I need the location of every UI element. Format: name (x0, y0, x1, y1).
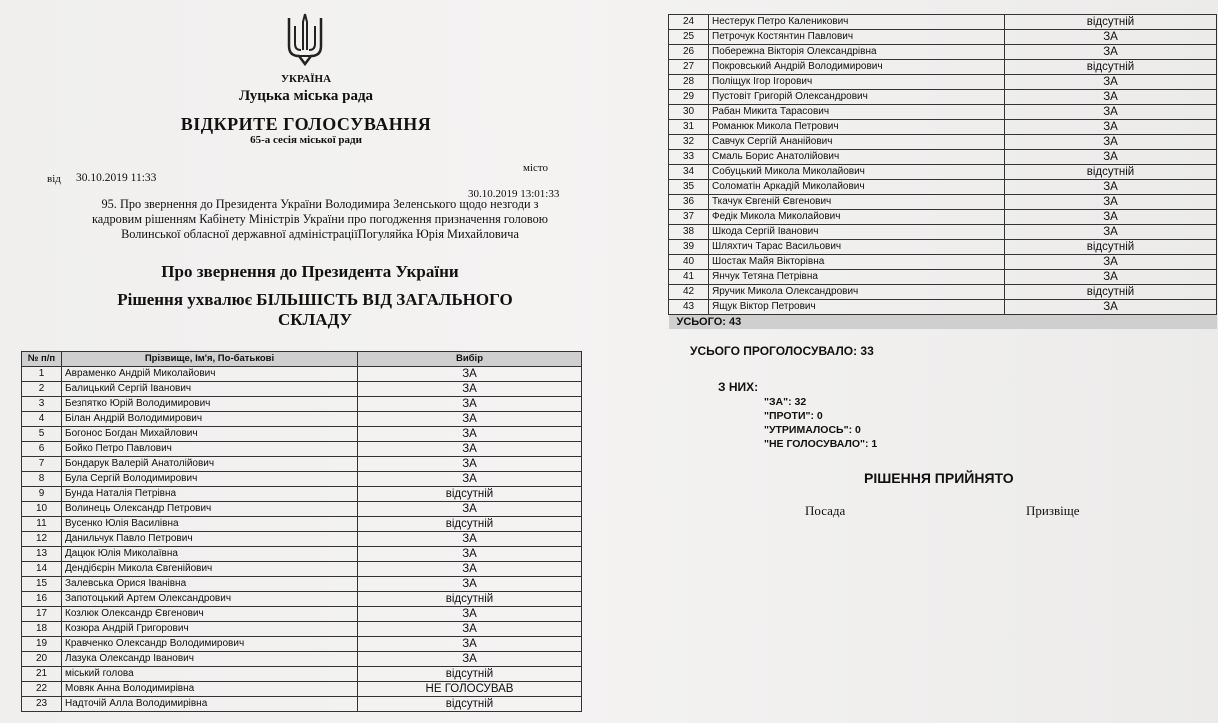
count-ne-golosuvalo: "НЕ ГОЛОСУВАЛО": 1 (764, 438, 878, 450)
table-row (22, 457, 582, 472)
table-row (669, 180, 1217, 195)
vote-choice: ЗА (358, 367, 582, 382)
vote-choice: ЗА (1005, 195, 1217, 210)
row-number: 41 (669, 270, 709, 285)
table-row (669, 30, 1217, 45)
deputy-name: Волинець Олександр Петрович (62, 502, 358, 517)
table-row (669, 165, 1217, 180)
of-them-label: З НИХ: (718, 380, 759, 394)
vote-choice: ЗА (358, 637, 582, 652)
vote-choice: ЗА (358, 427, 582, 442)
vote-choice: ЗА (358, 442, 582, 457)
table-row (22, 592, 582, 607)
table-row (669, 225, 1217, 240)
deputy-name: Кравченко Олександр Володимирович (62, 637, 358, 652)
row-number: 7 (22, 457, 62, 472)
deputy-name: Шостак Майя Вікторівна (709, 255, 1005, 270)
row-number: 10 (22, 502, 62, 517)
table-row (22, 367, 582, 382)
vote-choice: ЗА (358, 472, 582, 487)
vote-choice: ЗА (358, 547, 582, 562)
subject-title: Про звернення до Президента України (161, 262, 459, 281)
surname-label: Призвіще (1026, 503, 1080, 518)
vote-choice: ЗА (358, 382, 582, 397)
table-row (669, 135, 1217, 150)
row-number: 13 (22, 547, 62, 562)
vote-choice: ЗА (1005, 225, 1217, 240)
row-number: 35 (669, 180, 709, 195)
table-row (22, 502, 582, 517)
table-row (669, 75, 1217, 90)
deputy-name: Шкода Сергій Іванович (709, 225, 1005, 240)
session-label: 65-а сесія міської ради (250, 134, 362, 146)
deputy-name: Мовяк Анна Володимирівна (62, 682, 358, 697)
from-label: від (47, 173, 61, 185)
table-row (22, 442, 582, 457)
trident-emblem-icon (283, 12, 327, 68)
table-row (669, 255, 1217, 270)
deputy-name: Янчук Тетяна Петрівна (709, 270, 1005, 285)
country-label: УКРАЇНА (280, 73, 332, 85)
vote-choice: відсутній (1005, 240, 1217, 255)
deputy-name: Данильчук Павло Петрович (62, 532, 358, 547)
deputy-name: Петрочук Костянтин Павлович (709, 30, 1005, 45)
vote-choice: ЗА (1005, 75, 1217, 90)
council-name: Луцька міська рада (238, 88, 374, 104)
row-number: 31 (669, 120, 709, 135)
table-row (669, 90, 1217, 105)
table-row (669, 45, 1217, 60)
table-row (22, 517, 582, 532)
row-number: 3 (22, 397, 62, 412)
vote-choice: ЗА (1005, 150, 1217, 165)
row-number: 2 (22, 382, 62, 397)
deputy-name: Савчук Сергій Ананійович (709, 135, 1005, 150)
table-row (669, 210, 1217, 225)
vote-choice: ЗА (1005, 210, 1217, 225)
row-number: 28 (669, 75, 709, 90)
table-row (22, 427, 582, 442)
vote-choice: відсутній (1005, 285, 1217, 300)
table-row (22, 562, 582, 577)
row-number: 12 (22, 532, 62, 547)
deputy-name: Федік Микола Миколайович (709, 210, 1005, 225)
deputy-name: Лазука Олександр Іванович (62, 652, 358, 667)
deputy-name: Нестерук Петро Каленикович (709, 15, 1005, 30)
table-row (669, 240, 1217, 255)
table-row (22, 487, 582, 502)
vote-choice: ЗА (358, 577, 582, 592)
deputy-name: Покровський Андрій Володимирович (709, 60, 1005, 75)
total-voted: УСЬОГО ПРОГОЛОСУВАЛО: 33 (690, 344, 874, 358)
table-row (22, 637, 582, 652)
row-number: 37 (669, 210, 709, 225)
city-label: місто (523, 162, 549, 174)
deputy-name: Богонос Богдан Михайлович (62, 427, 358, 442)
deputy-name: Бунда Наталія Петрівна (62, 487, 358, 502)
row-number: 21 (22, 667, 62, 682)
deputy-name: Яручик Микола Олександрович (709, 285, 1005, 300)
table-row (669, 60, 1217, 75)
deputy-name: Побережна Вікторія Олександрівна (709, 45, 1005, 60)
vote-choice: ЗА (1005, 90, 1217, 105)
table-row (22, 667, 582, 682)
row-number: 8 (22, 472, 62, 487)
vote-choice: відсутній (358, 517, 582, 532)
question-text: 95. Про звернення до Президента України Володимира Зеленського щодо незгоди з кадровим рішенням Кабінету Міністрів України про погодження призначення головою Волинської обласної державної адміністраціїПогуляйка Юрія Михайловича (92, 197, 548, 241)
votes-table-left (21, 351, 582, 712)
vote-choice: ЗА (1005, 105, 1217, 120)
row-number: 20 (22, 652, 62, 667)
vote-choice: відсутній (1005, 15, 1217, 30)
deputy-name: Дацюк Юлія Миколаївна (62, 547, 358, 562)
vote-choice: відсутній (358, 487, 582, 502)
row-number: 17 (22, 607, 62, 622)
deputy-name: Смаль Борис Анатолійович (709, 150, 1005, 165)
table-row (22, 607, 582, 622)
row-number: 27 (669, 60, 709, 75)
table-row (22, 412, 582, 427)
row-number: 16 (22, 592, 62, 607)
vote-choice: ЗА (1005, 120, 1217, 135)
row-number: 40 (669, 255, 709, 270)
vote-choice: ЗА (358, 622, 582, 637)
table-row (669, 150, 1217, 165)
deputy-name: Була Сергій Володимирович (62, 472, 358, 487)
table-row (22, 652, 582, 667)
deputy-name: Безпятко Юрій Володимирович (62, 397, 358, 412)
table-row (669, 270, 1217, 285)
deputy-name: Авраменко Андрій Миколайович (62, 367, 358, 382)
table-row (22, 697, 582, 712)
table-row (669, 195, 1217, 210)
row-number: 33 (669, 150, 709, 165)
row-number: 24 (669, 15, 709, 30)
deputy-name: Залевська Орися Іванівна (62, 577, 358, 592)
table-row (22, 397, 582, 412)
count-utrymalos: "УТРИМАЛОСЬ": 0 (764, 424, 861, 436)
deputy-name: Романюк Микола Петрович (709, 120, 1005, 135)
vote-choice: ЗА (1005, 270, 1217, 285)
table-row (669, 105, 1217, 120)
row-number: 9 (22, 487, 62, 502)
row-number: 4 (22, 412, 62, 427)
vote-choice: ЗА (358, 412, 582, 427)
table-row (22, 622, 582, 637)
vote-choice: ЗА (1005, 30, 1217, 45)
vote-choice: відсутній (358, 697, 582, 712)
deputy-name: Козюра Андрій Григорович (62, 622, 358, 637)
vote-timestamp: 30.10.2019 13:01:33 (468, 188, 560, 200)
row-number: 38 (669, 225, 709, 240)
deputy-name: Соломатін Аркадій Миколайович (709, 180, 1005, 195)
vote-choice: ЗА (1005, 45, 1217, 60)
vote-choice: ЗА (358, 562, 582, 577)
table-row (22, 547, 582, 562)
decision-rule: Рішення ухвалює БІЛЬШІСТЬ ВІД ЗАГАЛЬНОГО СКЛАДУ (117, 290, 513, 329)
row-number: 11 (22, 517, 62, 532)
row-number: 14 (22, 562, 62, 577)
votes-table-right (668, 14, 1217, 329)
row-number: 39 (669, 240, 709, 255)
vote-choice: ЗА (358, 502, 582, 517)
table-row (669, 300, 1217, 315)
row-number: 26 (669, 45, 709, 60)
vote-choice: ЗА (358, 457, 582, 472)
table-row (669, 285, 1217, 300)
table-row (22, 532, 582, 547)
deputy-name: Вусенко Юлія Василівна (62, 517, 358, 532)
row-number: 30 (669, 105, 709, 120)
deputy-name: Поліщук Ігор Ігорович (709, 75, 1005, 90)
row-number: 25 (669, 30, 709, 45)
row-number: 42 (669, 285, 709, 300)
header-num: № п/п (22, 352, 62, 367)
vote-choice: ЗА (358, 532, 582, 547)
document-title: ВІДКРИТЕ ГОЛОСУВАННЯ (180, 114, 432, 134)
deputy-name: Балицький Сергій Іванович (62, 382, 358, 397)
deputy-name: Дендібєрін Микола Євгенійович (62, 562, 358, 577)
row-number: 29 (669, 90, 709, 105)
row-number: 1 (22, 367, 62, 382)
position-label: Посада (805, 503, 846, 518)
row-number: 19 (22, 637, 62, 652)
table-row (22, 382, 582, 397)
deputy-name: Рабан Микита Тарасович (709, 105, 1005, 120)
vote-choice: відсутній (358, 667, 582, 682)
row-number: 18 (22, 622, 62, 637)
row-number: 36 (669, 195, 709, 210)
count-proty: "ПРОТИ": 0 (764, 410, 823, 422)
table-row (669, 15, 1217, 30)
row-number: 15 (22, 577, 62, 592)
table-row (22, 682, 582, 697)
deputy-name: Запотоцький Артем Олександрович (62, 592, 358, 607)
deputy-name: Шляхтич Тарас Васильович (709, 240, 1005, 255)
vote-choice: ЗА (358, 397, 582, 412)
table-row (22, 577, 582, 592)
document-date: 30.10.2019 11:33 (76, 172, 157, 184)
vote-choice: ЗА (358, 652, 582, 667)
row-number: 32 (669, 135, 709, 150)
deputy-name: Козлюк Олександр Євгенович (62, 607, 358, 622)
total-row: УСЬОГО: 43 (669, 315, 1217, 330)
deputy-name: Пустовіт Григорій Олександрович (709, 90, 1005, 105)
deputy-name: Ткачук Євгеній Євгенович (709, 195, 1005, 210)
row-number: 43 (669, 300, 709, 315)
vote-choice: ЗА (1005, 180, 1217, 195)
vote-choice: відсутній (1005, 165, 1217, 180)
table-row (669, 120, 1217, 135)
vote-choice: ЗА (1005, 255, 1217, 270)
vote-choice: відсутній (1005, 60, 1217, 75)
row-number: 6 (22, 442, 62, 457)
deputy-name: Білан Андрій Володимирович (62, 412, 358, 427)
header-choice: Вибір (358, 352, 582, 367)
header-name: Прізвище, Ім'я, По-батькові (62, 352, 358, 367)
deputy-name: Собуцький Микола Миколайович (709, 165, 1005, 180)
row-number: 22 (22, 682, 62, 697)
deputy-name: Надточій Алла Володимирівна (62, 697, 358, 712)
result-label: РІШЕННЯ ПРИЙНЯТО (864, 470, 1014, 486)
vote-choice: ЗА (1005, 135, 1217, 150)
table-row (22, 472, 582, 487)
row-number: 5 (22, 427, 62, 442)
deputy-name: Бойко Петро Павлович (62, 442, 358, 457)
vote-choice: НЕ ГОЛОСУВАВ (358, 682, 582, 697)
deputy-name: Ящук Віктор Петрович (709, 300, 1005, 315)
vote-choice: ЗА (1005, 300, 1217, 315)
row-number: 23 (22, 697, 62, 712)
vote-choice: відсутній (358, 592, 582, 607)
row-number: 34 (669, 165, 709, 180)
vote-choice: ЗА (358, 607, 582, 622)
count-za: "ЗА": 32 (764, 396, 807, 408)
deputy-name: Бондарук Валерій Анатолійович (62, 457, 358, 472)
deputy-name: міський голова (62, 667, 358, 682)
